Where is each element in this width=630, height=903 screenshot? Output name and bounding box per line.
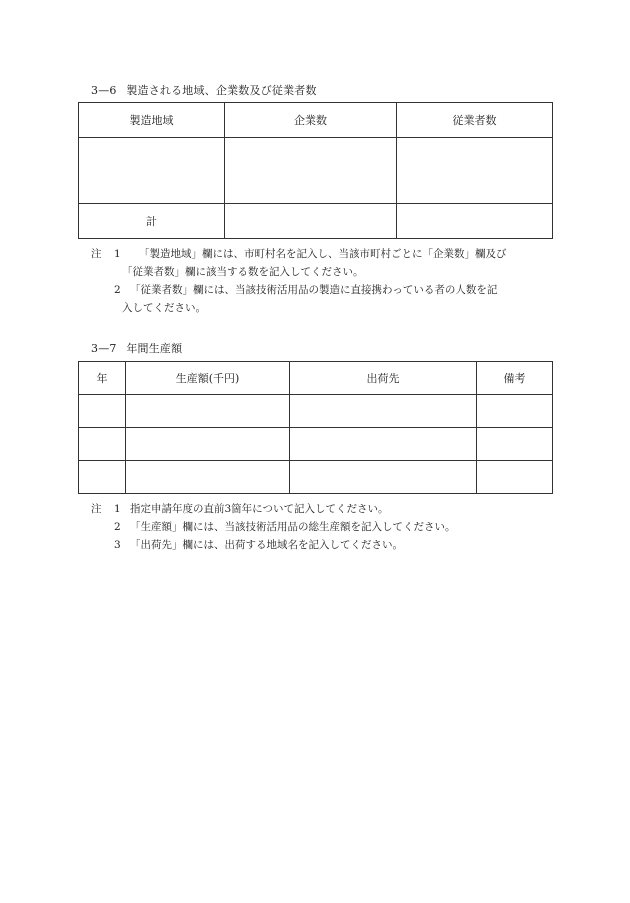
section-number: 3—7: [91, 342, 117, 355]
header-cell: 企業数: [225, 103, 397, 138]
note-number: 2: [114, 521, 121, 533]
input-cell[interactable]: [79, 395, 126, 428]
input-cell[interactable]: [79, 461, 126, 494]
note-number: 1: [114, 248, 121, 260]
header-cell: 製造地域: [79, 103, 225, 138]
annual-production-table: [78, 361, 553, 494]
input-cell[interactable]: [79, 428, 126, 461]
header-cell: 従業者数: [397, 103, 553, 138]
section-3-7-heading: [91, 340, 182, 356]
table-row: [79, 428, 553, 461]
section-3-6-heading: [91, 82, 317, 98]
note-text: 「出荷先」欄には、出荷する地域名を記入してください。: [130, 539, 403, 551]
input-cell[interactable]: [225, 204, 397, 239]
input-cell[interactable]: [477, 461, 553, 494]
input-cell[interactable]: [290, 461, 477, 494]
note-text: 「従業者数」欄に該当する数を記入してください。: [122, 266, 364, 278]
input-cell[interactable]: [397, 138, 553, 204]
header-cell: 生産額(千円): [126, 362, 290, 395]
input-cell[interactable]: [290, 395, 477, 428]
input-cell[interactable]: [126, 428, 290, 461]
input-cell[interactable]: [290, 428, 477, 461]
note-text: 入してください。: [122, 302, 206, 314]
notes-3-6: [91, 245, 561, 317]
header-cell: 備考: [477, 362, 553, 395]
section-title: 年間生産額: [126, 342, 183, 355]
note-text: 「従業者数」欄には、当該技術活用品の製造に直接携わっている者の人数を記: [130, 284, 498, 296]
table-row: [79, 461, 553, 494]
input-cell[interactable]: [79, 138, 225, 204]
note-text: 指定申請年度の直前3箇年について記入してください。: [130, 503, 389, 515]
note-label: 注: [91, 248, 102, 260]
table-row: [79, 395, 553, 428]
header-cell: 年: [79, 362, 126, 395]
input-cell[interactable]: [477, 395, 553, 428]
input-cell[interactable]: [126, 395, 290, 428]
region-company-table: [78, 102, 553, 239]
input-cell[interactable]: [225, 138, 397, 204]
section-title: 製造される地域、企業数及び従業者数: [126, 84, 317, 97]
note-number: 1: [114, 503, 121, 515]
note-number: 3: [114, 539, 121, 551]
input-cell[interactable]: [477, 428, 553, 461]
note-text: 「製造地域」欄には、市町村名を記入し、当該市町村ごとに「企業数」欄及び: [139, 248, 507, 260]
note-label: 注: [91, 503, 102, 515]
header-cell: 出荷先: [290, 362, 477, 395]
table-row: [79, 138, 553, 204]
total-row: [79, 204, 553, 239]
input-cell[interactable]: [397, 204, 553, 239]
notes-3-7: [91, 500, 561, 554]
input-cell[interactable]: [126, 461, 290, 494]
section-number: 3—6: [91, 84, 117, 97]
total-label: 計: [79, 204, 225, 239]
note-number: 2: [114, 284, 121, 296]
note-text: 「生産額」欄には、当該技術活用品の総生産額を記入してください。: [130, 521, 456, 533]
table-header-row: [79, 362, 553, 395]
table-header-row: [79, 103, 553, 138]
